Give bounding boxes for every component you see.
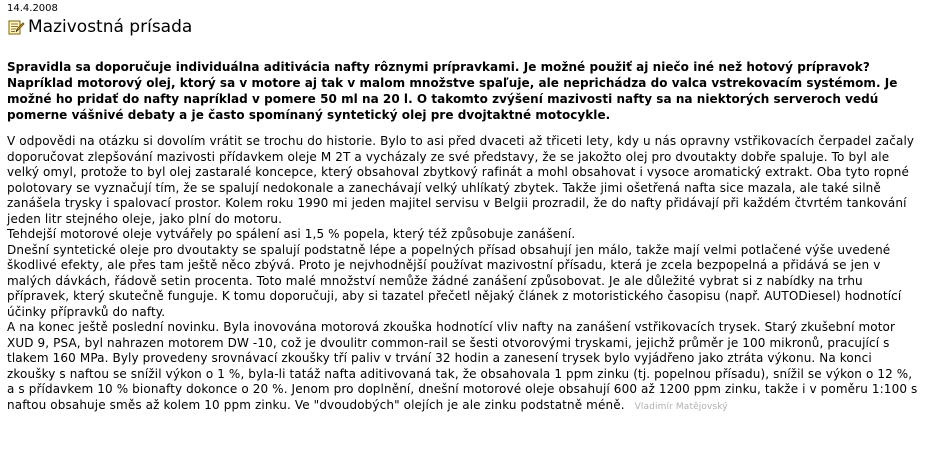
article-author: Vladimír Matějovský [634, 401, 728, 412]
body-paragraph: Dnešní syntetické oleje pro dvoutakty se spalují podstatně lépe a popelných přísad obsahují jen málo, takže mají velmi potlačené výše uvedené škodlivé efekty, ale přes tam ještě něco zbývá. Proto je nejvhodnější používat mazivostní přísadu, která je zcela bezpopelná a přidává se jen v malých dávkách, řádově setin procenta. Toto malé množství nemůže žádné zanášení způsobovat. Je ale důležité vybrat si z nabídky na trhu přípravek, který skutečně funguje. K tomu doporučuji, aby si tazatel přečetl nějaký článek z motoristického časopisu (např. AUTODiesel) hodnotící účinky přípravků do nafty. [7, 242, 902, 319]
body-paragraph: Tehdejší motorové oleje vytvářely po spálení asi 1,5 % popela, který též způsobuje zanášení. [7, 227, 576, 241]
notepad-pencil-icon [7, 18, 25, 36]
article-lead: Spravidla sa doporučuje individuálna aditivácia nafty rôznymi prípravkami. Je možné použiť aj niečo iné než hotový prípravok? Napríklad motorový olej, ktorý sa v motore aj tak v malom množstve spaľuje, ale neprichádza do valca vstrekovacím systémom. Je možné ho pridať do nafty napríklad v pomere 50 ml na 20 l. O takomto zvýšení mazivosti nafty sa na niektorých serveroch vedú pomerne vášnivé debaty a je často spomínaný syntetický olej pre dvojtaktné motocykle. [7, 60, 898, 122]
title-row [7, 16, 919, 38]
body-paragraph: V odpovědi na otázku si dovolím vrátit se trochu do historie. Bylo to asi před dvaceti až třiceti lety, kdy u nás opravny vstřikovacích čerpadel začaly doporučovat zlepšování mazivosti přídavkem oleje M 2T a vycházaly ze své představy, že se jakožto olej pro dvoutakty dobře spaluje. To byl ale velký omyl, protože to byl olej zastaralé koncepce, který obsahoval zbytkový rafinát a mohl obsahovat i vysoce aromatický extrakt. Oba tyto ropné polotovary se vyznačují tím, že se spalují nedokonale a zanechávají velký uhlíkatý zbytek. Takže jimi ošetřená nafta sice mazala, ale také silně zanášela trysky i spalovací prostor. Kolem roku 1990 mi jeden majitel servisu v Belgii prozradil, že do nafty přidávají při každém čtvrtém tankování jeden litr stejného oleje, jako plní do motoru. [7, 134, 915, 226]
article-date: 14.4.2008 [7, 3, 58, 14]
article [7, 3, 919, 415]
article-body [7, 134, 919, 415]
body-paragraph-last [7, 320, 919, 415]
article-title: Mazivostná prísada [28, 17, 193, 37]
body-paragraph-text: A na konec ještě poslední novinku. Byla inovována motorová zkouška hodnotící vliv nafty na zanášení vstřikovacích trysek. Starý zkušební motor XUD 9, PSA, byl nahrazen motorem DW -10, což je dvoulitr common-rail se šesti otvorovými tryskami, jejichž průměr je 100 mikronů, pracující s tlakem 160 MPa. Byly provedeny srovnávací zkoušky tří paliv v trvání 32 hodin a zanesení trysek bylo vyjádřeno jako ztráta výkonu. Na konci zkoušky s naftou se snížil výkon o 1 %, byla-li tatáž nafta aditivovaná tak, že obsahovala 1 ppm zinku (tj. popelnou přísadu), snížil se výkon o 12 %, a s přídavkem 10 % bionafty dokonce o 20 %. Jenom pro doplnění, dnešní motorové oleje obsahují 600 až 1200 ppm zinku, takže i v poměru 1:100 s naftou obsahuje směs až kolem 10 ppm zinku. Ve "dvoudobých" olejích je ale zinku podstatně méně. [7, 320, 918, 412]
